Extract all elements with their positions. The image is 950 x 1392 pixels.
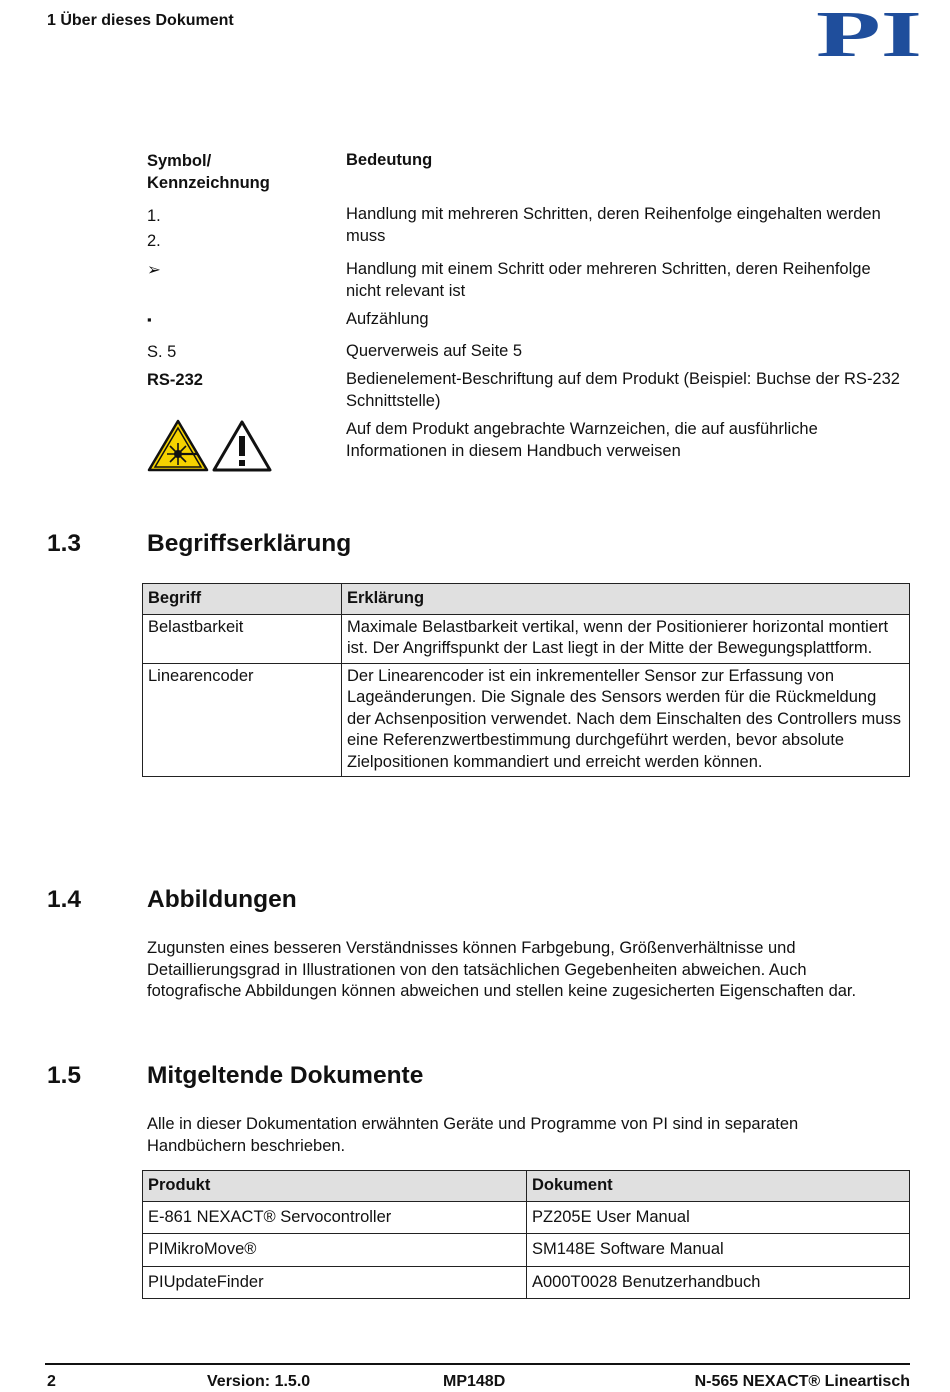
pi-logo xyxy=(816,6,922,60)
section-title: Begriffserklärung xyxy=(147,530,352,557)
document-cell: SM148E Software Manual xyxy=(527,1234,910,1267)
section-number: 1.4 xyxy=(47,886,82,913)
symbol-meaning: Aufzählung xyxy=(346,310,429,328)
term-cell: Belastbarkeit xyxy=(143,614,342,663)
table-row xyxy=(143,1234,910,1267)
running-header: 1 Über dieses Dokument xyxy=(47,12,234,29)
table-row xyxy=(143,1201,910,1234)
document-cell: A000T0028 Benutzerhandbuch xyxy=(527,1266,910,1299)
meaning-col-header: Bedeutung xyxy=(346,151,433,169)
symbol-numbered: 1. 2. xyxy=(147,207,161,250)
section-title: Mitgeltende Dokumente xyxy=(147,1062,424,1089)
page-number: 2 xyxy=(47,1373,56,1390)
arrow-bullet-icon: ➢ xyxy=(147,261,161,279)
table-row xyxy=(143,1266,910,1299)
symbol-meaning: Handlung mit einem Schritt oder mehreren Schritten, deren Reihenfolge nicht relevant ist xyxy=(346,260,871,300)
table-header-document: Dokument xyxy=(527,1171,910,1202)
product-cell: PIMikroMove® xyxy=(143,1234,527,1267)
table-header-row xyxy=(143,584,910,615)
section-number: 1.5 xyxy=(47,1062,82,1089)
symbol-col-header: Symbol/ Kennzeichnung xyxy=(147,152,270,192)
footer-product: N-565 NEXACT® Lineartisch xyxy=(694,1373,910,1390)
paragraph: Zugunsten eines besseren Verständnisses können Farbgebung, Größenverhältnisse und Detaillierungsgrad in Illustrationen von den tatsächlichen Gegebenheiten abweichen. Auch fotografische Abbildungen können abweichen und stellen keine zugesicherten Eigenschaften dar. xyxy=(147,939,857,1000)
documents-table xyxy=(142,1170,910,1299)
symbol-meaning: Querverweis auf Seite 5 xyxy=(346,342,523,360)
table-header-row xyxy=(143,1171,910,1202)
document-cell: PZ205E User Manual xyxy=(527,1201,910,1234)
laser-warning-icon xyxy=(147,419,209,472)
pi-logo-text: PI xyxy=(816,6,922,60)
section-number: 1.3 xyxy=(47,530,82,557)
footer-divider xyxy=(45,1363,910,1365)
table-header-term: Begriff xyxy=(143,584,342,615)
product-cell: PIUpdateFinder xyxy=(143,1266,527,1299)
symbol-cross-reference: S. 5 xyxy=(147,343,177,361)
symbol-control-label: RS-232 xyxy=(147,371,203,389)
footer-version: Version: 1.5.0 xyxy=(207,1373,311,1390)
table-row xyxy=(143,614,910,663)
term-cell: Linearencoder xyxy=(143,663,342,777)
symbol-meaning: Auf dem Produkt angebrachte Warnzeichen, die auf ausführliche Informationen in diesem Handbuch verweisen xyxy=(346,420,818,460)
table-header-product: Produkt xyxy=(143,1171,527,1202)
terms-table xyxy=(142,583,910,777)
table-row xyxy=(143,663,910,777)
explanation-cell: Der Linearencoder ist ein inkrementeller Sensor zur Erfassung von Lageänderungen. Die Signale des Sensors werden für die Rückmeldung der Achsenposition verwendet. Nach dem Einschalten des Controllers muss eine Referenzwertbestimmung durchgeführt werden, bevor absolute Zielpositionen kommandiert und erreicht werden können. xyxy=(342,663,910,777)
general-warning-icon xyxy=(211,419,273,472)
footer-doc-id: MP148D xyxy=(443,1373,506,1390)
explanation-cell: Maximale Belastbarkeit vertikal, wenn der Positionierer horizontal montiert ist. Der Angriffspunkt der Last liegt in der Mitte der Bewegungsplattform. xyxy=(342,614,910,663)
paragraph: Alle in dieser Dokumentation erwähnten Geräte und Programme von PI sind in separaten Handbüchern beschrieben. xyxy=(147,1115,799,1155)
symbol-meaning: Bedienelement-Beschriftung auf dem Produkt (Beispiel: Buchse der RS-232 Schnittstelle) xyxy=(346,370,900,410)
square-bullet-icon: ▪ xyxy=(147,312,152,327)
symbol-meaning: Handlung mit mehreren Schritten, deren Reihenfolge eingehalten werden muss xyxy=(346,205,881,245)
section-title: Abbildungen xyxy=(147,886,297,913)
product-cell: E-861 NEXACT® Servocontroller xyxy=(143,1201,527,1234)
table-header-explanation: Erklärung xyxy=(342,584,910,615)
